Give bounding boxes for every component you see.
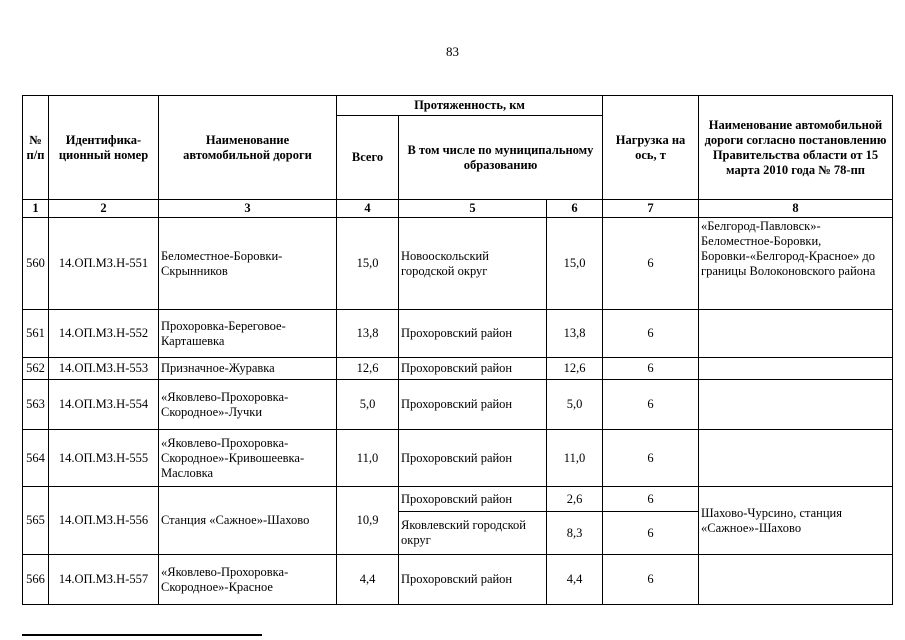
column-number: 4 [337, 200, 399, 218]
header-number: № п/п [23, 96, 49, 200]
roads-table [22, 95, 893, 605]
municipality-length: 11,0 [547, 430, 603, 487]
road-name: «Яковлево-Прохоровка-Скородное»-Лучки [159, 380, 337, 430]
header-total: Всего [337, 116, 399, 200]
total-length: 10,9 [337, 487, 399, 555]
road-id: 14.ОП.МЗ.Н-552 [49, 310, 159, 358]
old-road-name [699, 310, 893, 358]
total-length: 15,0 [337, 218, 399, 310]
road-id: 14.ОП.МЗ.Н-551 [49, 218, 159, 310]
column-number-row [23, 200, 893, 218]
row-number: 561 [23, 310, 49, 358]
road-name: Беломестное-Боровки-Скрынников [159, 218, 337, 310]
table-row [23, 358, 893, 380]
page-number: 83 [446, 44, 459, 59]
road-name: Станция «Сажное»-Шахово [159, 487, 337, 555]
municipality: Прохоровский район [399, 310, 547, 358]
footnote-divider [22, 634, 262, 636]
axle-load: 6 [603, 430, 699, 487]
old-road-name [699, 555, 893, 605]
old-road-name: Шахово-Чурсино, станция «Сажное»-Шахово [699, 487, 893, 555]
axle-load: 6 [603, 310, 699, 358]
header-municipality: В том числе по муниципальному образованию [399, 116, 603, 200]
axle-load: 6 [603, 358, 699, 380]
row-number: 566 [23, 555, 49, 605]
municipality: Новооскольский городской округ [399, 218, 547, 310]
axle-load: 6 [603, 380, 699, 430]
municipality: Прохоровский район [399, 487, 547, 512]
column-number: 5 [399, 200, 547, 218]
total-length: 4,4 [337, 555, 399, 605]
table-row [23, 487, 893, 512]
header-id: Идентифика-ционный номер [49, 96, 159, 200]
total-length: 13,8 [337, 310, 399, 358]
column-number: 2 [49, 200, 159, 218]
row-number: 560 [23, 218, 49, 310]
road-id: 14.ОП.МЗ.Н-554 [49, 380, 159, 430]
road-name: «Яковлево-Прохоровка-Скородное»-Кривошеевка-Масловка [159, 430, 337, 487]
axle-load: 6 [603, 218, 699, 310]
municipality-length: 4,4 [547, 555, 603, 605]
municipality-length: 8,3 [547, 512, 603, 555]
header-row-1 [23, 96, 893, 116]
column-number: 3 [159, 200, 337, 218]
header-old-name: Наименование автомобильной дороги согласно постановлению Правительства области от 15 марта 2010 года № 78-пп [699, 96, 893, 200]
municipality: Яковлевский городской округ [399, 512, 547, 555]
table-row [23, 555, 893, 605]
total-length: 11,0 [337, 430, 399, 487]
header-length-group: Протяженность, км [337, 96, 603, 116]
header-axle-load: Нагрузка на ось, т [603, 96, 699, 200]
row-number: 562 [23, 358, 49, 380]
column-number: 6 [547, 200, 603, 218]
road-name: Призначное-Журавка [159, 358, 337, 380]
municipality: Прохоровский район [399, 380, 547, 430]
road-name: Прохоровка-Береговое-Карташевка [159, 310, 337, 358]
municipality-length: 2,6 [547, 487, 603, 512]
total-length: 12,6 [337, 358, 399, 380]
axle-load: 6 [603, 512, 699, 555]
table-row [23, 218, 893, 310]
old-road-name [699, 380, 893, 430]
column-number: 1 [23, 200, 49, 218]
road-id: 14.ОП.МЗ.Н-557 [49, 555, 159, 605]
row-number: 564 [23, 430, 49, 487]
municipality-length: 15,0 [547, 218, 603, 310]
column-number: 7 [603, 200, 699, 218]
municipality-length: 13,8 [547, 310, 603, 358]
road-id: 14.ОП.МЗ.Н-556 [49, 487, 159, 555]
road-id: 14.ОП.МЗ.Н-553 [49, 358, 159, 380]
municipality: Прохоровский район [399, 358, 547, 380]
table-row [23, 310, 893, 358]
row-number: 565 [23, 487, 49, 555]
municipality: Прохоровский район [399, 430, 547, 487]
axle-load: 6 [603, 555, 699, 605]
axle-load: 6 [603, 487, 699, 512]
table-row [23, 380, 893, 430]
table-row [23, 430, 893, 487]
municipality-length: 5,0 [547, 380, 603, 430]
municipality-length: 12,6 [547, 358, 603, 380]
municipality: Прохоровский район [399, 555, 547, 605]
column-number: 8 [699, 200, 893, 218]
row-number: 563 [23, 380, 49, 430]
header-road-name: Наименование автомобильной дороги [159, 96, 337, 200]
road-id: 14.ОП.МЗ.Н-555 [49, 430, 159, 487]
old-road-name [699, 358, 893, 380]
road-name: «Яковлево-Прохоровка-Скородное»-Красное [159, 555, 337, 605]
old-road-name: «Белгород-Павловск»-Беломестное-Боровки, Боровки-«Белгород-Красное» до границы Волоконовского района [699, 218, 893, 310]
old-road-name [699, 430, 893, 487]
total-length: 5,0 [337, 380, 399, 430]
